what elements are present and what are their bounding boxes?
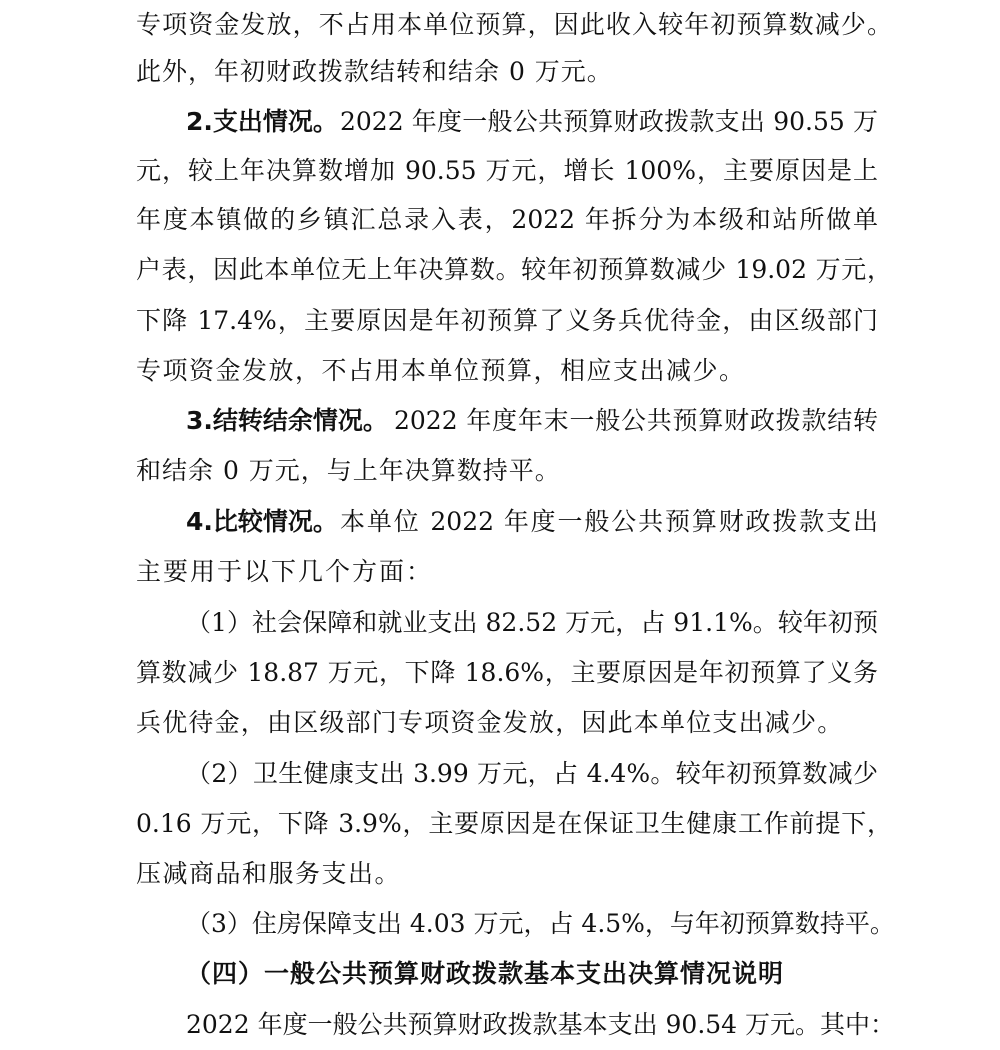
line-text: 主要用于以下几个方面：: [136, 557, 434, 586]
line-text: 本单位 2022 年度一般公共预算财政拨款支出: [340, 507, 878, 536]
section-heading-line: [0, 396, 1000, 446]
text-line: [0, 547, 1000, 597]
text-line: [0, 698, 1000, 748]
line-text: 算数减少 18.87 万元，下降 18.6%，主要原因是年初预算了义务: [136, 658, 878, 687]
text-line: [0, 146, 1000, 196]
list-item-line: [0, 749, 1000, 799]
line-text: 0.16 万元，下降 3.9%，主要原因是在保证卫生健康工作前提下，: [136, 809, 892, 838]
text-line: [0, 446, 1000, 496]
text-line: [0, 346, 1000, 396]
section-heading: 3.结转结余情况。: [186, 406, 388, 435]
line-text: 压减商品和服务支出。: [136, 859, 402, 888]
line-text: 专项资金发放，不占用本单位预算，因此收入较年初预算数减少。: [136, 10, 892, 39]
line-text: 和结余 0 万元，与上年决算数持平。: [136, 456, 561, 485]
text-line: [0, 296, 1000, 346]
text-line: [0, 245, 1000, 295]
text-line: [0, 0, 1000, 50]
subsection-heading-line: [0, 949, 1000, 999]
section-heading-line: [0, 497, 1000, 547]
line-text: 下降 17.4%，主要原因是年初预算了义务兵优待金，由区级部门: [136, 306, 878, 335]
text-line: [0, 648, 1000, 698]
line-text: （2）卫生健康支出 3.99 万元，占 4.4%。较年初预算数减少: [186, 759, 878, 788]
line-text: 专项资金发放，不占用本单位预算，相应支出减少。: [136, 356, 746, 385]
text-line: [0, 849, 1000, 899]
line-text: 兵优待金，由区级部门专项资金发放，因此本单位支出减少。: [136, 708, 844, 737]
section-heading-line: [0, 97, 1000, 147]
line-text: 2022 年度一般公共预算财政拨款支出 90.55 万: [340, 107, 878, 136]
line-text: 2022 年度一般公共预算财政拨款基本支出 90.54 万元。其中：: [186, 1010, 896, 1039]
text-line: [0, 799, 1000, 849]
section-heading: 2.支出情况。: [186, 107, 338, 136]
subsection-heading: （四）一般公共预算财政拨款基本支出决算情况说明: [186, 959, 785, 988]
line-text: 元，较上年决算数增加 90.55 万元，增长 100%，主要原因是上: [136, 156, 878, 185]
line-text: 户表，因此本单位无上年决算数。较年初预算数减少 19.02 万元，: [136, 255, 892, 284]
line-text: 2022 年度年末一般公共预算财政拨款结转: [394, 406, 878, 435]
line-text: （3）住房保障支出 4.03 万元，占 4.5%，与年初预算数持平。: [186, 909, 895, 938]
line-text: （1）社会保障和就业支出 82.52 万元，占 91.1%。较年初预: [186, 608, 878, 637]
section-heading: 4.比较情况。: [186, 507, 338, 536]
text-line: [0, 195, 1000, 245]
list-item-line: [0, 899, 1000, 949]
line-text: 年度本镇做的乡镇汇总录入表，2022 年拆分为本级和站所做单: [136, 205, 878, 234]
text-line: [0, 47, 1000, 97]
list-item-line: [0, 598, 1000, 648]
line-text: 此外，年初财政拨款结转和结余 0 万元。: [136, 57, 613, 86]
